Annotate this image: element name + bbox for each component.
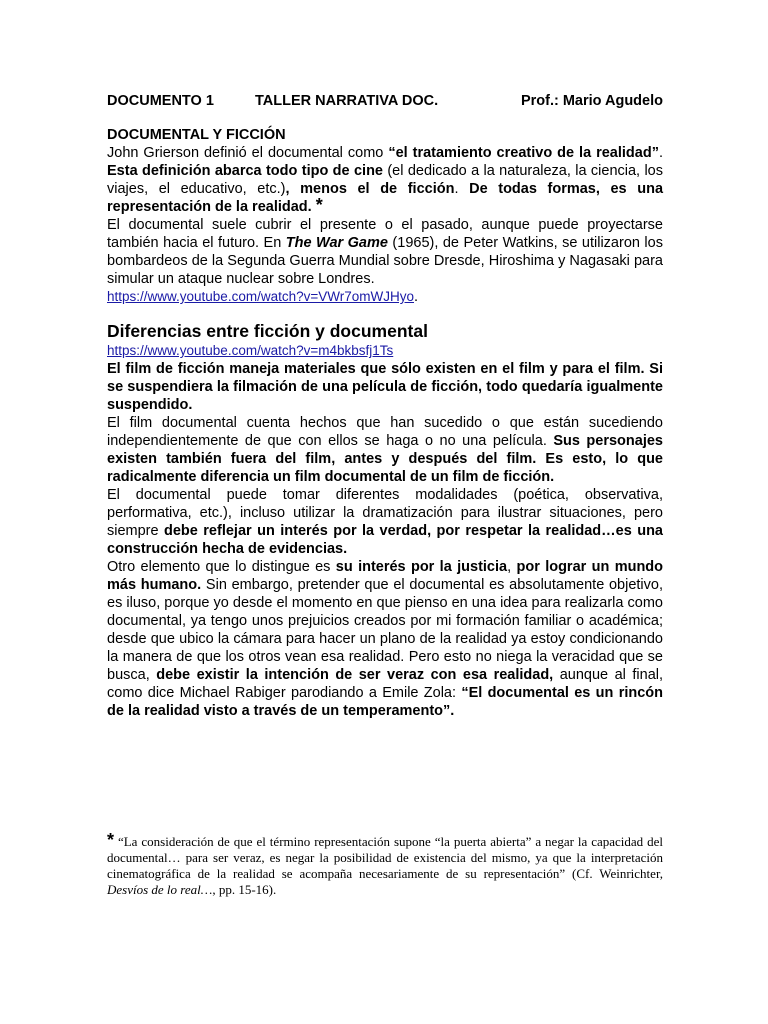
text-span: El documental suele cubrir el presente o el pasado, aunque puede proyectarse también hacia el futuro. En	[107, 217, 663, 251]
bold-text: debe existir la intención de ser veraz con esa realidad,	[156, 667, 554, 683]
youtube-link-diferencias[interactable]: https://www.youtube.com/watch?v=m4bkbsfj1Ts	[107, 343, 394, 358]
link-line-1	[107, 288, 663, 306]
paragraph-war-game	[107, 216, 663, 288]
text-span: .	[454, 181, 470, 197]
film-title: The War Game	[285, 235, 388, 251]
paragraph-film-documental	[107, 414, 663, 486]
footnote	[107, 832, 663, 898]
bold-quote: “el tratamiento creativo de la realidad”	[388, 145, 659, 161]
text-span: aunque al final, como dice Michael Rabiger parodiando a Emile Zola:	[107, 667, 664, 701]
text-span: .	[414, 289, 419, 305]
text-span: El documental puede tomar diferentes modalidades (poética, observativa, performativa, etc.), incluso utilizar la dramatización para ilustrar situaciones, pero siempre	[107, 487, 663, 539]
bold-quote: “El documental es un rincón de la realidad visto a través de un temperamento”.	[107, 685, 663, 719]
text-span: .	[658, 145, 663, 161]
bold-text: El film de ficción maneja materiales que sólo existen en el film y para el film. Si se suspendiera la filmación de una película de ficción, todo quedaría igualmente suspendido.	[107, 361, 663, 413]
text-span: Sin embargo, pretender que el documental es absolutamente objetivo, es iluso, porque yo desde el momento en que pienso en una idea para realizarla como documental, ya tengo unos prejuicios creados por mi formación familiar o académica; desde que ubico la cámara para hacer un plano de la realidad ya estoy condicionando la manera de que los otros vean esa realidad. Pero esto no niega la veracidad que se busca,	[107, 577, 663, 683]
paragraph-modalidades	[107, 486, 663, 558]
text-span: (1965), de Peter Watkins, se utilizaron los bombardeos de la Segunda Guerra Mundial sobre Dresde, Hiroshima y Nagasaki para simular un ataque nuclear sobre Londres.	[107, 235, 663, 287]
bold-text: su interés por la justicia	[335, 559, 508, 575]
text-span: El film documental cuenta hechos que han sucedido o que están sucediendo independientemente de que con ellos se haga o no una película.	[107, 415, 663, 449]
text-span: John Grierson definió el documental como	[107, 145, 389, 161]
bold-text: Sus personajes existen también fuera del film, antes y después del film. Es esto, lo que radicalmente diferencia un film documental de un film de ficción.	[107, 433, 663, 485]
bold-text: De todas formas, es una representación de la realidad.	[107, 181, 664, 215]
section-title-diferencias: Diferencias entre ficción y documental	[107, 321, 428, 341]
text-span: (el dedicado a la naturaleza, la ciencia, los viajes, el educativo, etc.)	[107, 163, 663, 197]
footnote-marker: *	[107, 830, 115, 850]
paragraph-grierson	[107, 144, 663, 216]
document-body	[107, 126, 663, 720]
course-title: TALLER NARRATIVA DOC.	[255, 93, 439, 109]
bold-text: Esta definición abarca todo tipo de cine	[107, 163, 383, 179]
paragraph-justicia	[107, 558, 663, 720]
paragraph-ficcion	[107, 360, 663, 414]
bold-text: por lograr un mundo más humano.	[107, 559, 664, 593]
youtube-link-war-game[interactable]: https://www.youtube.com/watch?v=VWr7omWJHyo	[107, 289, 414, 304]
text-span: ,	[507, 559, 517, 575]
footnote-text: “La consideración de que el término representación supone “la puerta abierta” a negar la capacidad del documental… para ser veraz, es negar la posibilidad de existencia del mismo, ya que la interpretación cinematográfica de la realidad se acompaña necesariamente de su representación” (Cf. Weinrichter,	[107, 834, 663, 881]
footnote-text: , pp. 15-16).	[212, 882, 277, 897]
bold-text: , menos el de ficción	[285, 181, 455, 197]
professor-name: Prof.: Mario Agudelo	[520, 93, 663, 109]
document-number: DOCUMENTO 1	[107, 93, 214, 109]
section-title-documental: DOCUMENTAL Y FICCIÓN	[107, 127, 286, 143]
link-line-2	[107, 342, 663, 360]
text-span: Otro elemento que lo distingue es	[107, 559, 336, 575]
footnote-book-title: Desvíos de lo real…	[107, 882, 213, 897]
bold-text: debe reflejar un interés por la verdad, por respetar la realidad…es una construcción hecha de evidencias.	[107, 523, 663, 557]
footnote-marker: *	[315, 195, 323, 215]
